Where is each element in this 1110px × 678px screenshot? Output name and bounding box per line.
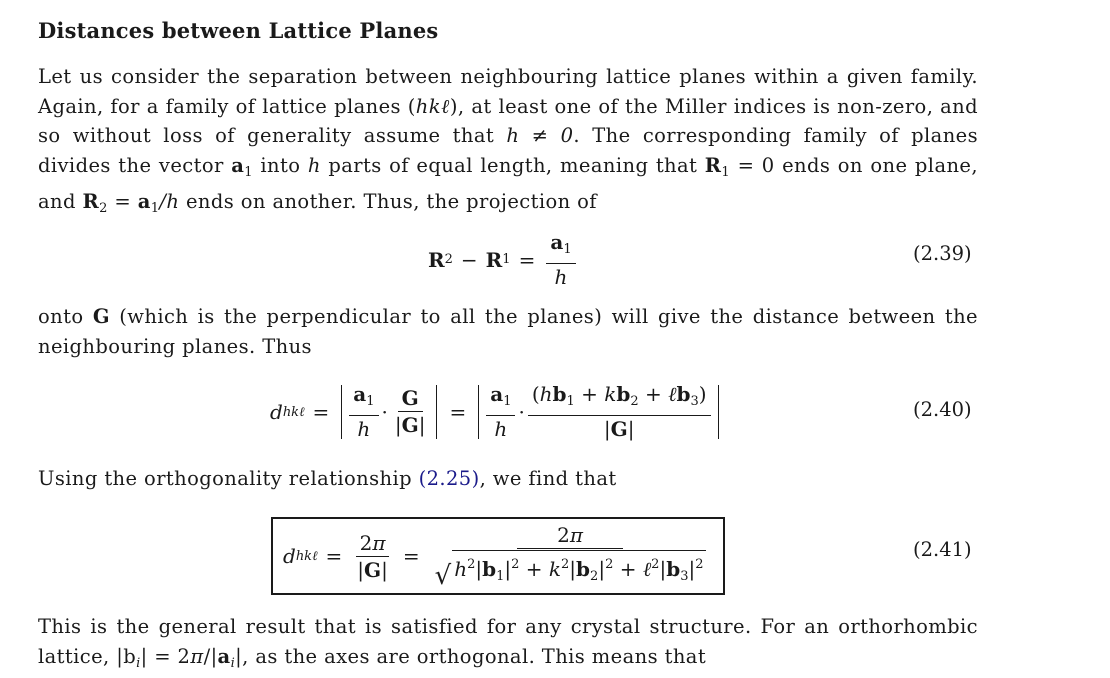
equation-reference-link[interactable]: (2.25) (418, 467, 480, 490)
equation-2-41-boxed: d hkℓ = $\frac{2\pi}{|G|}$ = 2π √ $h^2|b_1|^2 + k^2|b_2|^2$ + $\ell^2|b_3|^2$ (271, 517, 725, 595)
equation-2-40: d hkℓ = $\frac{a_1}{h}$ · $\frac{G}{|G|}$ = $\frac{a_1}{h}$ · $\frac{(hb_1 + kb_2 + \ell b_3)}{|G|}$ (270, 382, 723, 441)
equation-2-39: R 2 − R 1 = $\frac{a_1}{h}$ (428, 230, 579, 289)
condition-h-nonzero: h ≠ 0 (506, 124, 574, 147)
paragraph-intro: Let us consider the separation between neighbouring lattice planes within a given family. Again, for a family of lattice planes (hkℓ), at least one of the Miller indices is non-zero, and so without loss of generality assume that h ≠ 0. The corresponding family of planes divides the vector $a_1$ into h parts of equal length, meaning that $R_1 = 0$ ends on one plane, and $R_2 = a_1/h$ ends on another. Thus, the projection of (38, 65, 979, 216)
paragraph-orthogonality: Using the orthogonality relationship (2.25), we find that (38, 467, 617, 490)
equation-number-2-39: (2.39) (913, 242, 972, 265)
equation-number-2-41: (2.41) (913, 538, 972, 561)
paragraph-orthorhombic: This is the general result that is satisfied for any crystal structure. For an orthorhombic lattice, $|b_i| = 2\pi/|a_i|$, as the axes are orthogonal. This means that (38, 615, 978, 671)
equation-number-2-40: (2.40) (913, 398, 972, 421)
miller-indices: hkℓ (415, 94, 450, 118)
section-heading: Distances between Lattice Planes (38, 18, 439, 43)
paragraph-projection: onto G (which is the perpendicular to all the planes) will give the distance between the neighbouring planes. Thus (38, 305, 978, 358)
